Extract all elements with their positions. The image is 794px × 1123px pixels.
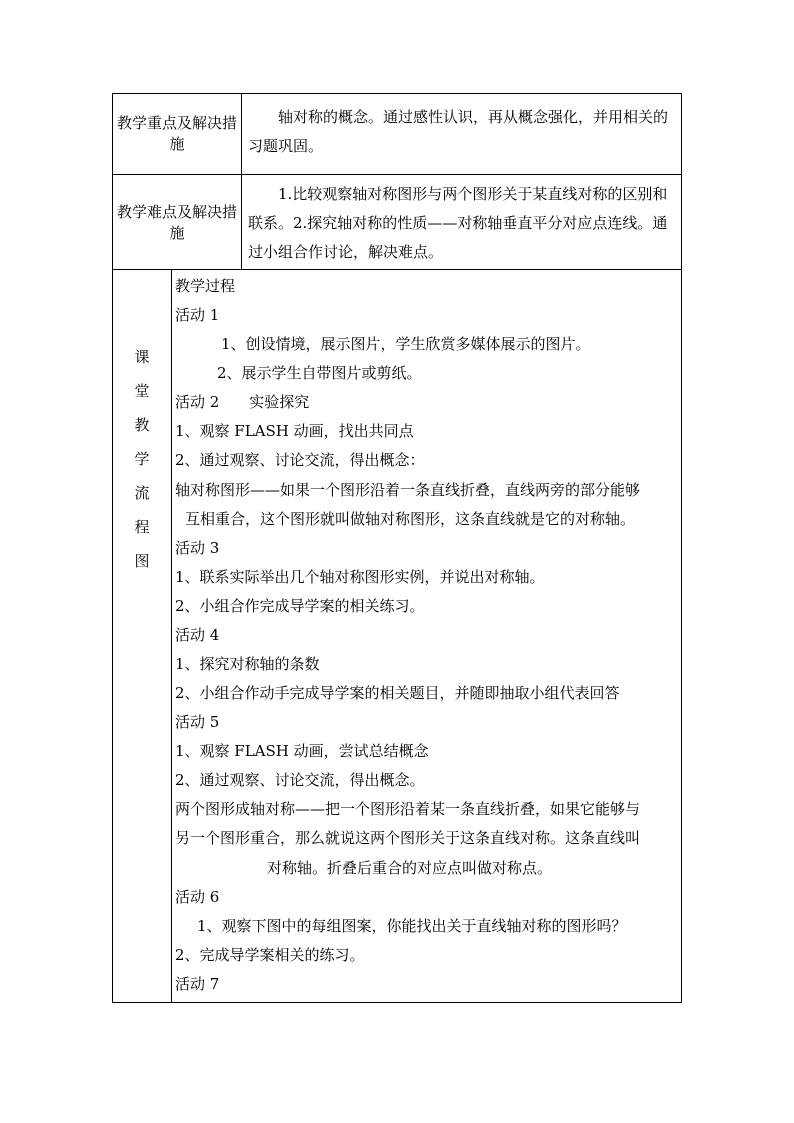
- process-line: 1、观察 FLASH 动画，找出共同点: [175, 422, 414, 440]
- side-label-char: 堂: [134, 382, 150, 400]
- activity-title: 活动 2 实验探究: [175, 393, 310, 411]
- activity-title: 活动 3: [175, 539, 220, 557]
- side-label-char: 课: [134, 348, 150, 366]
- column-divider: [171, 269, 172, 1002]
- activity-title: 活动 1: [175, 306, 220, 324]
- process-heading: 教学过程: [175, 277, 236, 295]
- key-points-content: 轴对称的概念。通过感性认识，再从概念强化，并用相关的习题巩固。: [248, 108, 669, 155]
- process-line: 对称轴。折叠后重合的对应点叫做对称点。: [267, 859, 553, 877]
- process-line: 1、观察 FLASH 动画，尝试总结概念: [175, 742, 429, 760]
- activity-title: 活动 5: [175, 713, 220, 731]
- side-label-char: 程: [134, 518, 150, 536]
- side-label-char: 学: [134, 450, 150, 468]
- side-label-char: 教: [134, 416, 150, 434]
- teaching-process: [175, 272, 677, 1002]
- activity-title: 活动 6: [175, 888, 220, 906]
- difficult-points-label: 教学难点及解决措施: [116, 203, 237, 242]
- process-line: 另一个图形重合，那么就说这两个图形关于这条直线对称。这条直线叫: [175, 829, 641, 847]
- lesson-plan-table: [112, 93, 682, 1003]
- row-divider: [113, 269, 681, 270]
- side-label-char: 图: [134, 552, 150, 570]
- difficult-points-content: 1.比较观察轴对称图形与两个图形关于某直线对称的区别和联系。2.探究轴对称的性质——对称轴垂直平分对应点连线。通过小组合作讨论，解决难点。: [248, 185, 668, 261]
- key-points-label: 教学重点及解决措施: [116, 114, 237, 153]
- process-line: 2、完成导学案相关的练习。: [175, 946, 365, 964]
- classroom-flow-label: [113, 340, 171, 578]
- side-label-char: 流: [134, 484, 150, 502]
- process-line: 2、通过观察、讨论交流，得出概念：: [175, 451, 425, 469]
- activity-title: 活动 4: [175, 626, 220, 644]
- process-line: 1、观察下图中的每组图案，你能找出关于直线轴对称的图形吗？: [197, 917, 627, 935]
- process-line: 1、探究对称轴的条数: [175, 655, 320, 673]
- process-line: 2、小组合作完成导学案的相关练习。: [175, 597, 425, 615]
- process-line: 2、通过观察、讨论交流，得出概念。: [175, 771, 425, 789]
- process-line: 两个图形成轴对称——把一个图形沿着某一条直线折叠，如果它能够与: [175, 800, 641, 818]
- activity-title: 活动 7: [175, 975, 220, 993]
- process-line: 互相重合，这个图形就叫做轴对称图形，这条直线就是它的对称轴。: [185, 510, 636, 528]
- process-line: 轴对称图形——如果一个图形沿着一条直线折叠，直线两旁的部分能够: [175, 481, 641, 499]
- process-line: 1、联系实际举出几个轴对称图形实例，并说出对称轴。: [175, 568, 545, 586]
- row-divider: [113, 174, 681, 175]
- column-divider: [241, 94, 242, 269]
- process-line: 2、展示学生自带图片或剪纸。: [217, 364, 422, 382]
- process-line: 1、创设情境，展示图片，学生欣赏多媒体展示的图片。: [221, 335, 591, 353]
- process-line: 2、小组合作动手完成导学案的相关题目，并随即抽取小组代表回答: [175, 684, 620, 702]
